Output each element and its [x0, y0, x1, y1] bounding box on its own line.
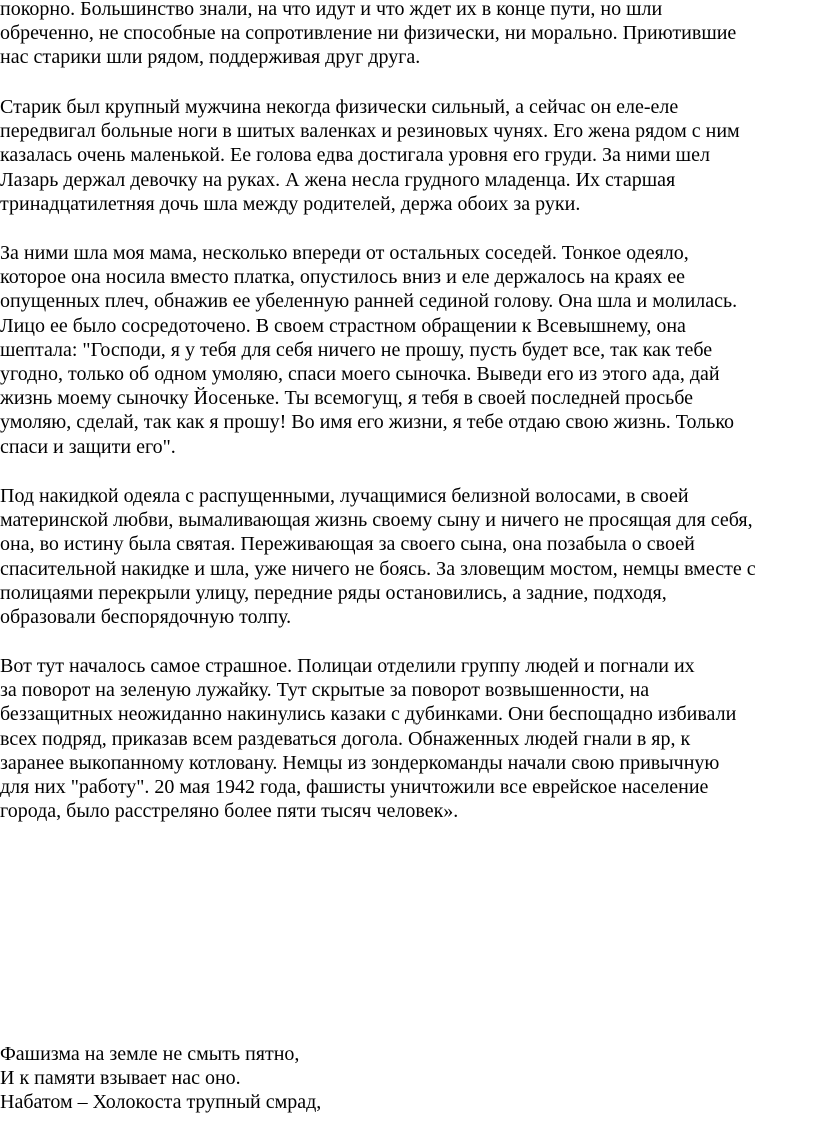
poem-verse	[0, 1042, 816, 1115]
paragraph-4: Под накидкой одеяла с распущенными, лучащимися белизной волосами, в своей материнской любви, вымаливающая жизнь своему сыну и ничего не просящая для себя, она, во истину была святая. Переживающая за своего сына, она позабыла о своей спасительной накидке и шла, уже ничего не боясь. За зловещим мостом, немцы вместе с полицаями перекрыли улицу, передние ряды остановились, а задние, подходя, образовали беспорядочную толпу.	[0, 485, 756, 629]
paragraph-1: покорно. Большинство знали, на что идут и что ждет их в конце пути, но шли обреченно, не способные на сопротивление ни физически, ни морально. Приютившие нас старики шли рядом, поддерживая друг друга.	[0, 0, 737, 69]
paragraph-3: За ними шла моя мама, несколько впереди от остальных соседей. Тонкое одеяло, которое она носила вместо платка, опустилось вниз и еле держалось на краях ее опущенных плеч, обнажив ее убеленную ранней сединой голову. Она шла и молилась. Лицо ее было сосредоточено. В своем страстном обращении к Всевышнему, она шептала: "Господи, я у тебя для себя ничего не прошу, пусть будет все, так как тебе угодно, только об одном умоляю, спаси моего сыночка. Выведи его из этого ада, дай жизнь моему сыночку Йосеньке. Ты всемогущ, я тебя в своей последней просьбе умоляю, сделай, так как я прошу! Во имя его жизни, я тебе отдаю свою жизнь. Только спаси и защити его".	[0, 242, 738, 458]
paragraph-2: Старик был крупный мужчина некогда физически сильный, а сейчас он еле-еле передвигал больные ноги в шитых валенках и резиновых чунях. Его жена рядом с ним казалась очень маленькой. Ее голова едва достигала уровня его груди. За ними шел Лазарь держал девочку на руках. А жена несла грудного младенца. Их старшая тринадцатилетняя дочь шла между родителей, держа обоих за руки.	[0, 96, 740, 215]
paragraph-5: Вот тут началось самое страшное. Полицаи отделили группу людей и погнали их за поворот на зеленую лужайку. Тут скрытые за поворот возвышенности, на беззащитных неожиданно накинулись казаки с дубинками. Они беспощадно избивали всех подряд, приказав всем раздеваться догола. Обнаженных людей гнали в яр, к заранее выкопанному котловану. Немцы из зондеркоманды начали свою привычную для них "работу". 20 мая 1942 года, фашисты уничтожили все еврейское население города, было расстреляно более пяти тысяч человек».	[0, 655, 737, 823]
verse-line-1: Фашизма на земле не смыть пятно,	[0, 1043, 300, 1065]
verse-line-3: Набатом – Холокоста трупный смрад,	[0, 1091, 322, 1114]
verse-line-2: И к памяти взывает нас оно.	[0, 1067, 241, 1090]
